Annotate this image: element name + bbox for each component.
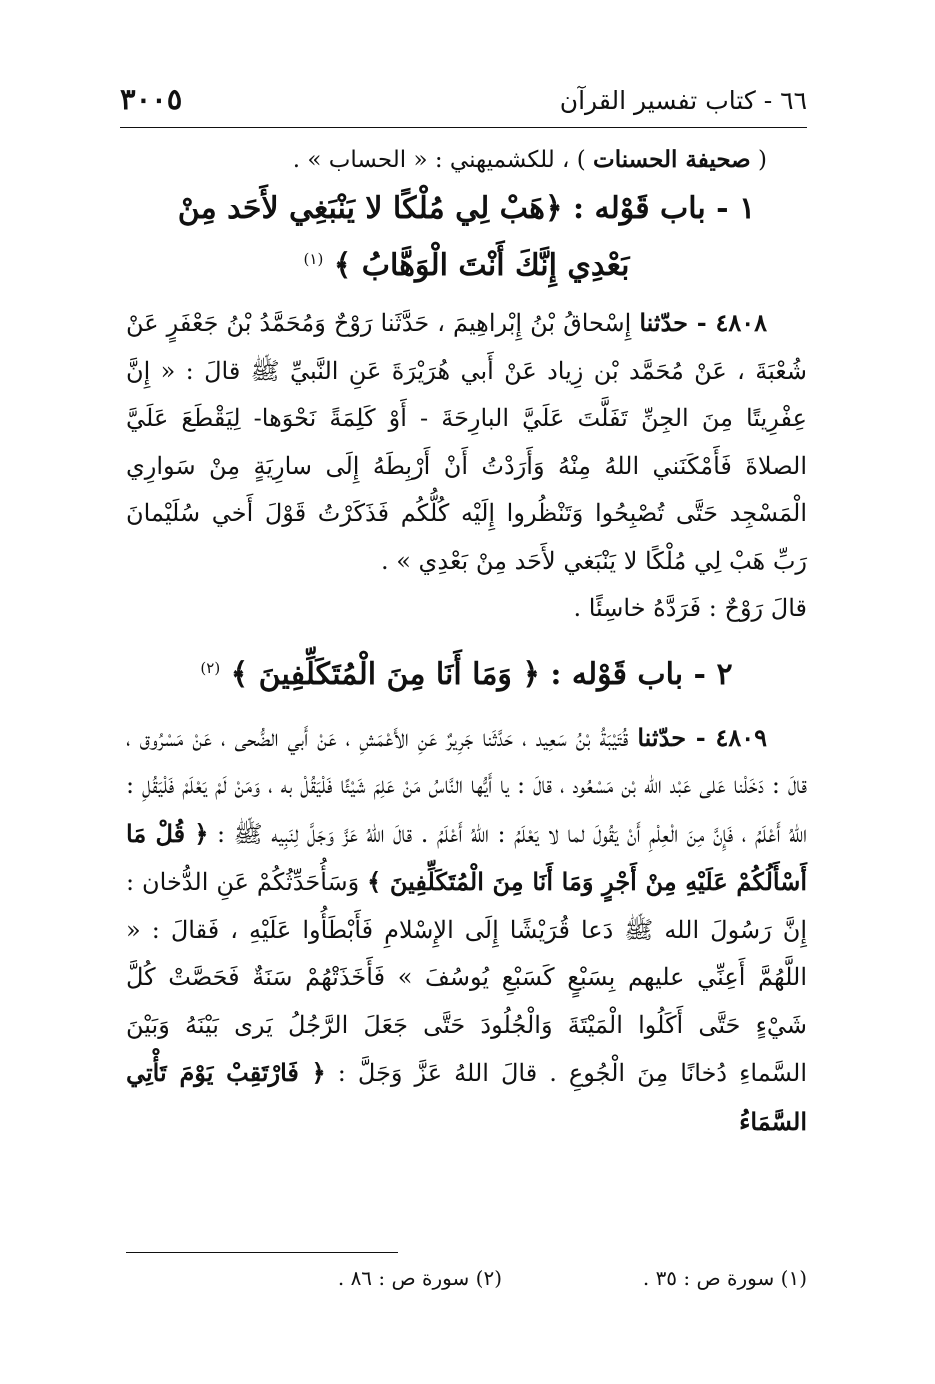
hadith-4808-closing: قالَ رَوْحٌ : فَرَدَّهُ خاسِئًا . <box>573 594 807 622</box>
chapter-heading-1-line2 <box>126 234 807 291</box>
hadith-4809 <box>126 714 807 1147</box>
footnote-ref-1[interactable]: (١) <box>303 250 324 268</box>
chapter-heading-1-verse-end: بَعْدِي إِنَّكَ أَنْتَ الْوَهَّابُ ﴾ <box>333 248 630 283</box>
chapter-heading-1 <box>126 184 807 291</box>
footnote-2: (٢) سورة ص : ٨٦ . <box>337 1266 502 1290</box>
hadith-4808-haddathana: حدّثنا <box>639 308 688 337</box>
footnote-ref-2[interactable]: (٢) <box>200 658 221 677</box>
hadith-4808-number: ٤٨٠٨ - <box>687 308 767 337</box>
chapter-heading-1-line1: ١ - باب قَوْله : ﴿هَبْ لِي مُلْكًا لا يَنْبَغِي لأَحَد مِنْ <box>177 191 756 226</box>
chapter-heading-2 <box>126 643 807 700</box>
intro-bold: صحيفة الحسنات <box>593 146 751 173</box>
chapter-heading-2-text: ٢ - باب قَوْله : ﴿ وَمَا أَنَا مِنَ الْمُتَكَلِّفِينَ ﴾ <box>230 656 733 692</box>
hadith-4808 <box>126 299 807 585</box>
hadith-4809-haddathana: حدّثنا <box>637 722 687 752</box>
hadith-4808-text: إِسْحاقُ بْنُ إِبْراهِيمَ ، حَدَّثَنا رَوْحٌ وَمُحَمَّدُ بْنُ جَعْفَرٍ عَنْ شُعْبَةَ ، عَنْ مُحَمَّد بْن زِياد عَنْ أَبي هُرَيْرَةَ عَنِ النَّبيِّ ﷺ قالَ : « إِنَّ عِفْرِيتًا مِنَ الجِنِّ تَفَلَّتَ عَلَيَّ البارِحَةَ - أَوْ كَلِمَةً نَحْوَها- لِيَقْطَعَ عَلَيَّ الصلاةَ فَأَمْكَنَني اللهُ مِنْهُ وَأَرَدْتُ أَنْ أَرْبِطَهُ إِلَى سارِيَةٍ مِنْ سَوارِي الْمَسْجِد حَتَّى تُصْبِحُوا وَتَنْظُروا إِلَيْه كُلُّكُم فَذَكَرْتُ قَوْلَ أَخي سُلَيْمانَ رَبِّ هَبْ لِي مُلْكًا لا يَنْبَغي لأَحَد مِنْ بَعْدِي » . <box>126 309 807 575</box>
footnote-1: (١) سورة ص : ٣٥ . <box>642 1266 807 1290</box>
header-divider <box>120 127 807 128</box>
footnote-divider <box>126 1252 398 1253</box>
page-number: ٣٠٠٥ <box>120 82 183 116</box>
hadith-4809-text-b: وَسَأُحَدِّثُكُمْ عَنِ الدُّخان : إِنَّ رَسُولَ الله ﷺ دَعا قُرَيْشًا إِلَى الإِسْلامِ فَأَبْطَأُوا عَلَيْهِ ، فَقالَ : « اللَّهُمَّ أَعِنِّي عليهم بِسَبْعٍ كَسَبْعِ يُوسُفَ » فَأَخَذَتْهُمْ سَنَةٌ فَحَصَّتْ كُلَّ شَيْءٍ حَتَّى أَكَلُوا الْمَيْتَةَ وَالْجُلُودَ حَتَّى جَعَلَ الرَّجُلُ يَرى بَيْنَهُ وَبَيْنَ السَّماءِ دُخانًا مِنَ الْجُوعِ . قالَ اللهُ عَزَّ وَجَلَّ : <box>126 868 807 1087</box>
hadith-4809-quran-b: ﴿ فَارْتَقِبْ يَوْمَ تَأْتِي السَّمَاءُ <box>126 1058 807 1136</box>
intro-open: ( <box>750 147 767 173</box>
intro-rest: ) ، للكشميهني : « الحساب » . <box>292 147 594 173</box>
intro-note <box>126 140 807 180</box>
chapter-title: ٦٦ - كتاب تفسير القرآن <box>559 86 807 115</box>
hadith-4809-text-a: قُتَيْبَةُ بْنُ سَعِيد ، حَدَّثَنا جَرِيرٌ عَنِ الأَعْمَشِ ، عَنْ أَبي الضُّحى ، عَنْ مَسْرُوق ، قالَ : دَخَلْنا عَلى عَبْد الله بْن مَسْعُود ، قالَ : يا أَيُّها النَّاسُ مَنْ عَلِمَ شَيْئًا فَلْيَقُلْ به ، وَمَنْ لَمْ يَعْلَمْ فَلْيَقُلِ : اللهُ أَعْلَمُ ، فَإِنَّ مِنَ الْعِلْمِ أَنْ يَقُولَ لما لا يَعْلَمُ : اللهُ أَعْلَمُ . قالَ اللهُ عَزَّ وَجَلَّ لِنَبِيه ﷺ : <box>126 723 808 848</box>
hadith-4809-number: ٤٨٠٩ - <box>686 722 768 752</box>
page-header <box>120 82 807 122</box>
page-body <box>126 140 807 1146</box>
hadith-4809-quran-a: ﴿ قُلْ مَا أَسْأَلُكُمْ عَلَيْهِ مِنْ أَجْرٍ وَمَا أَنَا مِنَ الْمُتَكَلِّفِينَ ﴾ <box>126 818 807 896</box>
